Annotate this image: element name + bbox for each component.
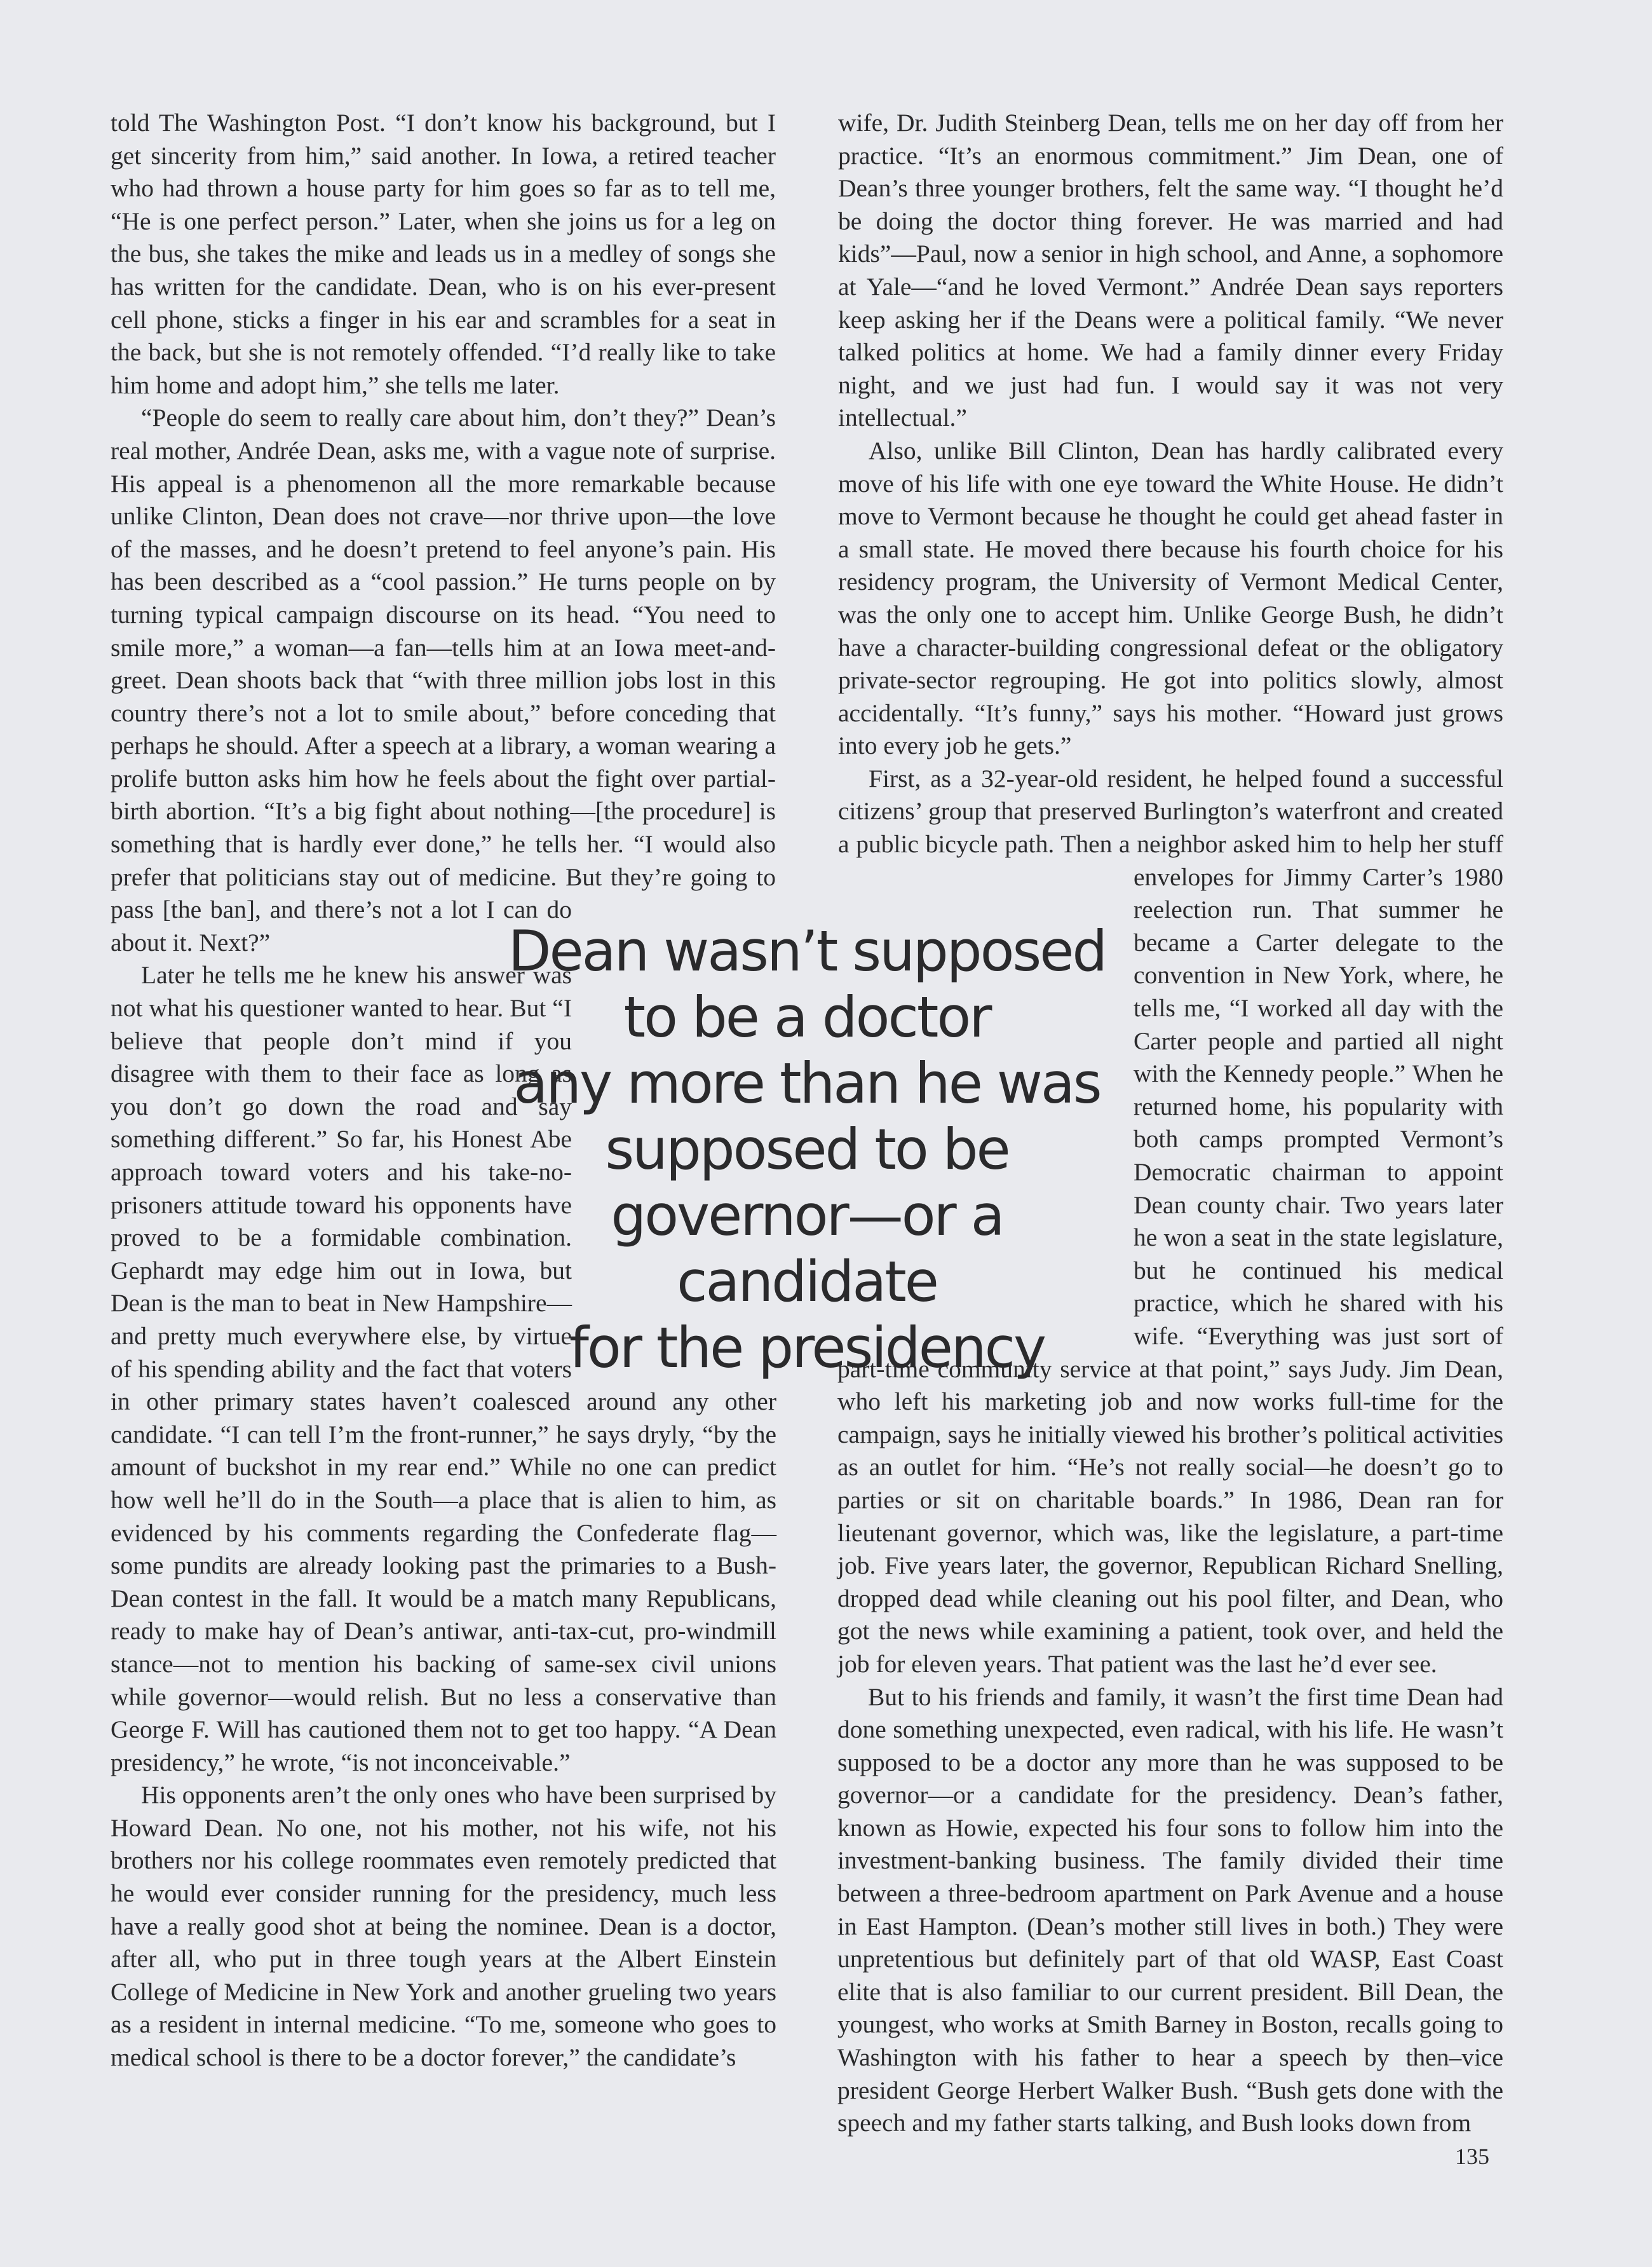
paragraph: wife, Dr. Judith Steinberg Dean, tells me on her day off from her practice. “It’s an enormous commitment.” Jim Dean, one of Dean’s three younger brothers, felt the same way. “I thought he’d be doing the doctor thing forever. He was married and had kids”—Paul, now a senior in high school, and Anne, a sophomore at Yale—“and he loved Vermont.” Andrée Dean says reporters keep asking her if the Deans were a political family. “We never talked politics at home. We had a family dinner every Friday night, and we just had fun. I would say it was not very intellectual.” xyxy=(838,109,1503,432)
pull-quote xyxy=(496,918,1118,1381)
pull-quote-line: for the presidency xyxy=(569,1315,1045,1380)
paragraph: Also, unlike Bill Clinton, Dean has hardly calibrated every move of his life with one eye toward the White House. He didn’t move to Vermont because he thought he could get ahead faster in a small state. He moved there because his fourth choice for his residency program, the University of Vermont Medical Center, was the only one to accept him. Unlike George Bush, he didn’t have a character-building congressional defeat or the obligatory private-sector regrouping. He got into politics slowly, almost accidentally. “It’s funny,” says his mother. “Howard just grows into every job he gets.” xyxy=(838,436,1503,760)
pull-quote-line: governor—or a candidate xyxy=(611,1183,1003,1314)
pull-quote-line: to be a doctor xyxy=(623,984,991,1050)
pull-quote-line: any more than he was xyxy=(513,1051,1100,1116)
page-number: 135 xyxy=(1455,2144,1489,2169)
paragraph: His opponents aren’t the only ones who have been surprised by Howard Dean. No one, not his mother, not his wife, not his brothers nor his college roommates even remotely predicted that he would ever consider running for the presidency, much less have a really good shot at being the nominee. Dean is a doctor, after all, who put in three tough years at the Albert Einstein College of Medicine in New York and another grueling two years as a resident in internal medicine. “To me, someone who goes to medical school is there to be a doctor forever,” the candidate’s xyxy=(111,1781,776,2072)
paragraph: Later he tells me he knew his answer was not what his questioner wanted to hear. But “I believe that people don’t mind if you disagree with them to their face as long as you don’t go down the road and say something different.” So far, his Honest Abe approach toward voters and his take-no-prisoners attitude toward his opponents have proved to be a formidable combination. Gephardt may edge him out in Iowa, but Dean is the man to beat in New Hampshire—and pretty much everywhere else, by virtue of his spending ability and the fact that voters in other primary states haven’t coalesced around any other candidate. “I can tell I’m the front-runner,” he says dryly, “by the amount of buckshot in my rear end.” While no one can predict how well he’ll do in the South—a place that is alien to him, as evidenced by his comments regarding the Confederate flag—some pundits are already looking past the primaries to a Bush-Dean contest in the fall. It would be a match many Republicans, ready to make hay of Dean’s antiwar, anti-tax-cut, pro-windmill stance—not to mention his backing of same-sex civil unions while governor—would relish. But no less a conservative than George F. Will has cautioned them not to get too happy. “A Dean presidency,” he wrote, “is not inconceivable.” xyxy=(111,961,776,1776)
paragraph: told The Washington Post. “I don’t know his background, but I get sincerity from him,” said another. In Iowa, a retired teacher who had thrown a house party for him goes so far as to tell me, “He is one perfect person.” Later, when she joins us for a leg on the bus, she takes the mike and leads us in a medley of songs she has written for the candidate. Dean, who is on his ever-present cell phone, sticks a finger in his ear and scrambles for a seat in the back, but she is not remotely offended. “I’d really like to take him home and adopt him,” she tells me later. xyxy=(111,109,776,399)
pull-quote-line: Dean wasn’t supposed xyxy=(508,918,1106,984)
paragraph: But to his friends and family, it wasn’t the first time Dean had done something unexpected, even radical, with his life. He wasn’t supposed to be a doctor any more than he was supposed to be governor—or a candidate for the presidency. Dean’s father, known as Howie, expected his four sons to follow him into the investment-banking business. The family divided their time between a three-bedroom apartment on Park Avenue and a house in East Hampton. (Dean’s mother still lives in both.) They were unpretentious but definitely part of that old WASP, East Coast elite that is also familiar to our current president. Bill Dean, the youngest, who works at Smith Barney in Boston, recalls going to Washington with his father to hear a speech by then–vice president George Herbert Walker Bush. “Bush gets done with the speech and my father starts talking, and Bush looks down from xyxy=(837,1682,1503,2137)
paragraph: First, as a 32-year-old resident, he helped found a successful citizens’ group that preserved Burlington’s waterfront and created a public bicycle path. Then a neighbor asked him to help her stuff envelopes for Jimmy Carter’s 1980 reelection run. That summer he became a Carter delegate to the convention in New York, where, he tells me, “I worked all day with the Carter people and partied all night with the Kennedy people.” When he returned home, his popularity with both camps prompted Vermont’s Democratic chairman to appoint Dean county chair. Two years later he won a seat in the state legislature, but he continued his medical practice, which he shared with his wife. “Everything was just sort of part-time community service at that point,” says Judy. Jim Dean, who left his marketing job and now works full-time for the campaign, says he initially viewed his brother’s political activities as an outlet for him. “He’s not really social—he doesn’t go to parties or sit on charitable boards.” In 1986, Dean ran for lieutenant governor, which was, like the legislature, a part-time job. Five years later, the governor, Republican Richard Snelling, dropped dead while cleaning out his pool filter, and Dean, who got the news while examining a patient, took over, and held the job for eleven years. That patient was the last he’d ever see. xyxy=(837,764,1503,1678)
pull-quote-line: supposed to be xyxy=(605,1117,1009,1182)
paragraph: “People do seem to really care about him, don’t they?” Dean’s real mother, Andrée Dean, asks me, with a vague note of surprise. His appeal is a phenomenon all the more remarkable because unlike Clinton, Dean does not crave—nor thrive upon—the love of the masses, and he doesn’t pretend to feel anyone’s pain. His has been described as a “cool passion.” He turns people on by turning typical campaign discourse on its head. “You need to smile more,” a woman—a fan—tells him at an Iowa meet-and-greet. Dean shoots back that “with three million jobs lost in this country there’s not a lot to smile about,” before conceding that perhaps he should. After a speech at a library, a woman wearing a prolife button asks him how he feels about the fight over partial-birth abortion. “It’s a big fight about nothing—[the procedure] is something that is hardly ever done,” he tells her. “I would also prefer that politicians stay out of medicine. But they’re going to pass [the ban], and there’s not a lot I can do about it. Next?” xyxy=(111,404,776,956)
